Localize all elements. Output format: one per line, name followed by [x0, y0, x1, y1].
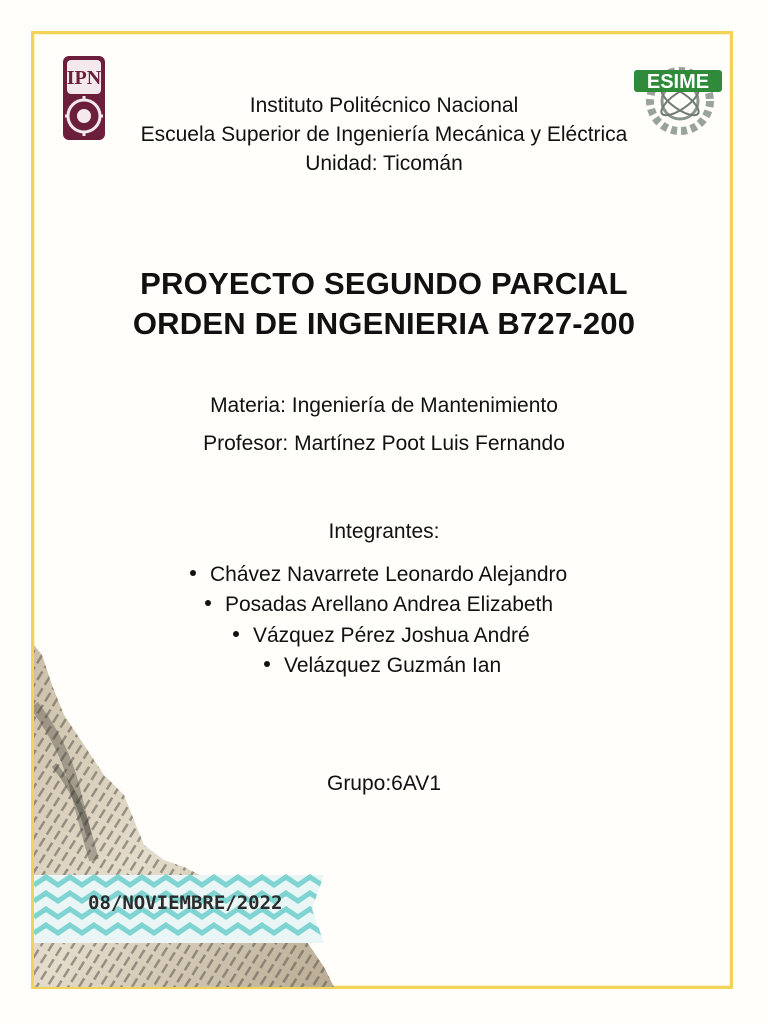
- member-name: Vázquez Pérez Joshua André: [253, 624, 530, 647]
- project-subtitle: ORDEN DE INGENIERIA B727-200: [132, 306, 636, 341]
- member-name: Velázquez Guzmán Ian: [284, 654, 502, 677]
- school-name: Escuela Superior de Ingeniería Mecánica y Eléctrica: [140, 123, 628, 146]
- subject-line: Materia: Ingeniería de Mantenimiento: [210, 394, 558, 417]
- esime-logo-text: ESIME: [646, 71, 710, 93]
- bullet-icon: [205, 600, 211, 606]
- unit-name: Unidad: Ticomán: [305, 152, 463, 175]
- institution-name: Instituto Politécnico Nacional: [249, 94, 519, 117]
- member-name: Posadas Arellano Andrea Elizabeth: [225, 593, 554, 616]
- date-label: 08/NOVIEMBRE/2022: [88, 892, 283, 914]
- project-title: PROYECTO SEGUNDO PARCIAL: [140, 266, 628, 301]
- member-item: [190, 563, 567, 587]
- professor-line: Profesor: Martínez Poot Luis Fernando: [203, 432, 565, 455]
- members-heading: Integrantes:: [328, 520, 440, 543]
- member-name: Chávez Navarrete Leonardo Alejandro: [210, 563, 568, 586]
- bullet-icon: [233, 631, 239, 637]
- ipn-logo-text: IPN: [66, 67, 102, 89]
- member-item: [205, 593, 553, 617]
- group-line: Grupo:6AV1: [326, 772, 441, 795]
- bullet-icon: [190, 570, 196, 576]
- newspaper-collage-decoration: [34, 645, 354, 987]
